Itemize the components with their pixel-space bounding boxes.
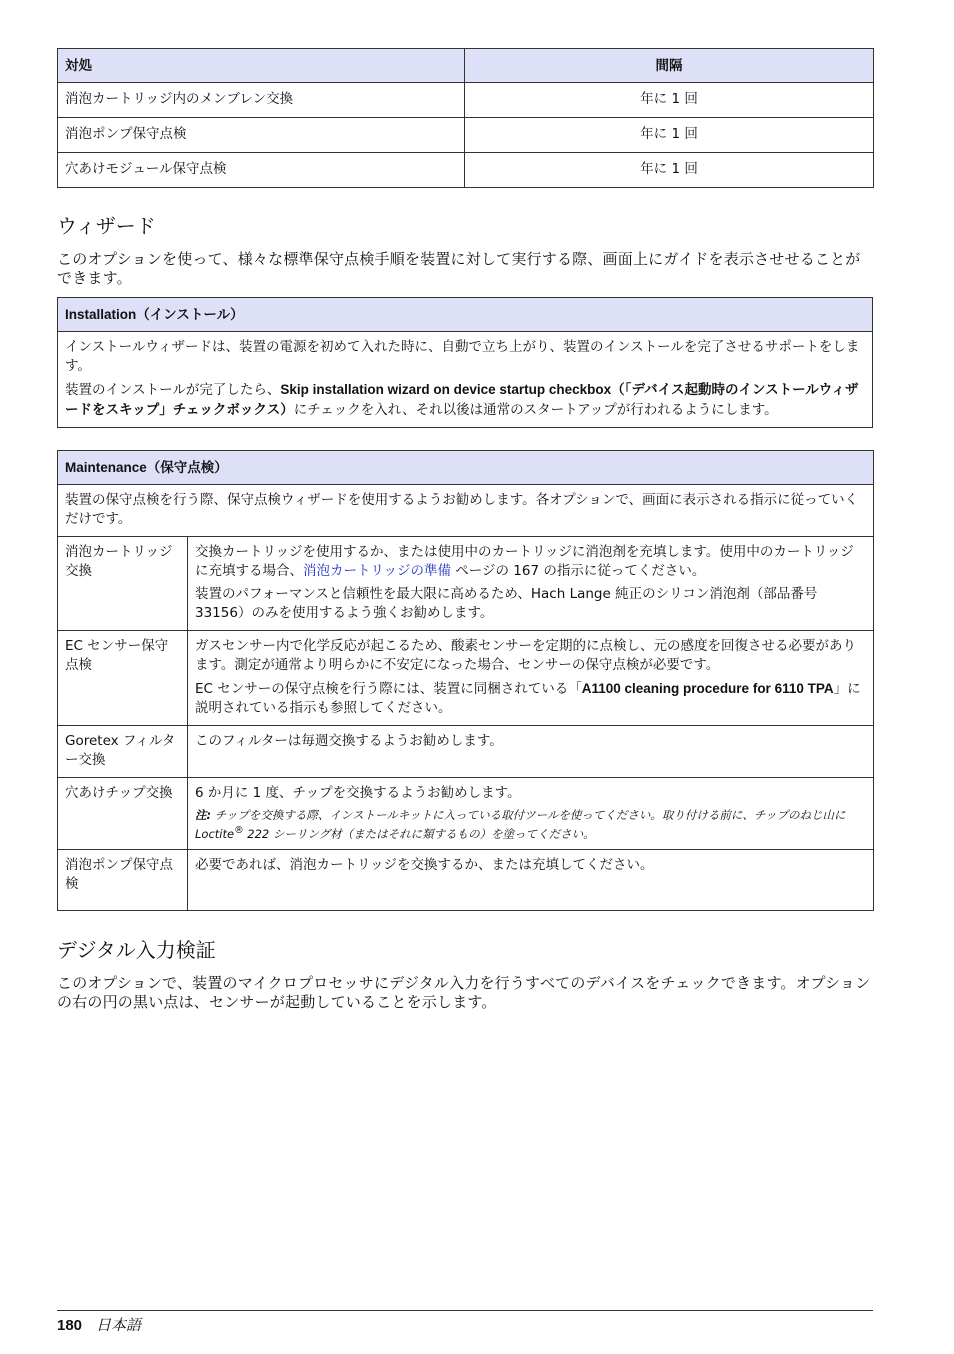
table-cell-interval: 年に 1 回 bbox=[465, 118, 874, 153]
table-cell-interval: 年に 1 回 bbox=[465, 153, 874, 188]
maintenance-item-name: EC センサー保守点検 bbox=[58, 631, 188, 726]
procedure-title: A1100 cleaning procedure for 6110 TPA bbox=[581, 681, 834, 696]
note-text-post: 222 シーリング材（またはそれに類するもの）を塗ってください。 bbox=[243, 826, 595, 841]
table-header-interval: 間隔 bbox=[465, 49, 874, 83]
note bbox=[195, 807, 866, 842]
maintenance-interval-table bbox=[57, 48, 874, 188]
maintenance-item-desc: このフィルターは毎週交換するようお勧めします。 bbox=[188, 726, 874, 778]
page-number: 180 bbox=[57, 1317, 83, 1334]
wizard-heading: ウィザード bbox=[57, 214, 156, 238]
maintenance-desc-text: 装置のパフォーマンスと信頼性を最大限に高めるため、Hach Lange 純正のシリコン消泡剤（部品番号 33156）のみを使用するよう強くお勧めします。 bbox=[195, 586, 818, 621]
installation-text-2-post: にチェックを入れ、それ以後は通常のスタートアップが行われるようにします。 bbox=[293, 402, 778, 418]
page-content bbox=[57, 48, 873, 1012]
installation-table bbox=[57, 297, 873, 428]
table-row bbox=[58, 118, 874, 153]
maintenance-intro: 装置の保守点検を行う際、保守点検ウィザードを使用するようお勧めします。各オプションで、画面に表示される指示に従っていくだけです。 bbox=[58, 485, 874, 537]
maintenance-item-name: 消泡カートリッジ交換 bbox=[58, 537, 188, 631]
maintenance-item-desc: 必要であれば、消泡カートリッジを交換するか、または充填してください。 bbox=[188, 849, 874, 910]
wizard-intro: このオプションを使って、様々な標準保守点検手順を装置に対して実行する際、画面上にガイドを表示させせることができます。 bbox=[57, 250, 861, 287]
maintenance-item-desc bbox=[188, 631, 874, 726]
installation-text-2 bbox=[65, 380, 865, 420]
maintenance-item-name: 穴あけチップ交換 bbox=[58, 778, 188, 850]
table-row bbox=[58, 153, 874, 188]
table-cell-interval: 年に 1 回 bbox=[465, 83, 874, 118]
maintenance-item-name: Goretex フィルター交換 bbox=[58, 726, 188, 778]
maintenance-desc-text: ガスセンサー内で化学反応が起こるため、酸素センサーを定期的に点検し、元の感度を回復させる必要があります。測定が通常より明らかに不安定になった場合、センサーの保守点検が必要です。 bbox=[195, 638, 856, 673]
table-row bbox=[58, 631, 874, 726]
installation-cell bbox=[58, 332, 873, 428]
note-text-pre: チップを交換する際、インストールキットに入っている取付ツールを使ってください。取り付ける前に、チップのねじ山に Loctite bbox=[195, 808, 846, 841]
desc-post: ページの 167 の指示に従ってください。 bbox=[450, 563, 706, 579]
desc-pre: 交換カートリッジを使用するか、または使用中のカートリッジに消泡剤を充填します。使用中のカートリッジに充填する場合、 bbox=[195, 544, 854, 579]
desc-post: 」に説明されている指示も参照してください。 bbox=[195, 681, 861, 716]
defoamer-cartridge-link[interactable]: 消泡カートリッジの準備 bbox=[303, 563, 451, 579]
registered-mark: ® bbox=[234, 825, 244, 836]
installation-text-1: インストールウィザードは、装置の電源を初めて入れた時に、自動で立ち上がり、装置のインストールを完了させるサポートをします。 bbox=[65, 339, 860, 374]
table-row bbox=[58, 778, 874, 850]
table-header-row bbox=[58, 49, 874, 83]
note-label: 注: bbox=[195, 808, 212, 822]
installation-text-2-pre: 装置のインストールが完了したら、 bbox=[65, 382, 281, 398]
digital-input-heading: デジタル入力検証 bbox=[57, 937, 216, 962]
table-cell-action: 消泡ポンプ保守点検 bbox=[58, 118, 465, 153]
table-cell-action: 穴あけモジュール保守点検 bbox=[58, 153, 465, 188]
maintenance-desc-text bbox=[195, 543, 866, 581]
page-footer bbox=[57, 1310, 873, 1335]
maintenance-desc-text bbox=[195, 679, 866, 718]
table-row bbox=[58, 849, 874, 910]
maintenance-header: Maintenance（保守点検） bbox=[58, 451, 874, 485]
digital-input-text: このオプションで、装置のマイクロプロセッサにデジタル入力を行うすべてのデバイスをチェックできます。オプションの右の円の黒い点は、センサーが起動していることを示します。 bbox=[57, 973, 871, 1011]
table-row bbox=[58, 83, 874, 118]
table-row bbox=[58, 537, 874, 631]
maintenance-table bbox=[57, 450, 874, 911]
footer-language: 日本語 bbox=[96, 1316, 142, 1334]
desc-pre: EC センサーの保守点検を行う際には、装置に同梱されている「 bbox=[195, 681, 582, 697]
skip-wizard-option-label: Skip installation wizard on device startup checkbox（「デバイス起動時のインストールウィザードをスキップ」チェックボックス） bbox=[65, 382, 859, 417]
maintenance-item-name: 消泡ポンプ保守点検 bbox=[58, 849, 188, 910]
table-row bbox=[58, 726, 874, 778]
installation-header: Installation（インストール） bbox=[58, 298, 873, 332]
table-header-action: 対処 bbox=[58, 49, 465, 83]
maintenance-desc-text: 6 か月に 1 度、チップを交換するようお勧めします。 bbox=[195, 785, 521, 801]
maintenance-item-desc bbox=[188, 778, 874, 850]
maintenance-item-desc bbox=[188, 537, 874, 631]
table-cell-action: 消泡カートリッジ内のメンブレン交換 bbox=[58, 83, 465, 118]
